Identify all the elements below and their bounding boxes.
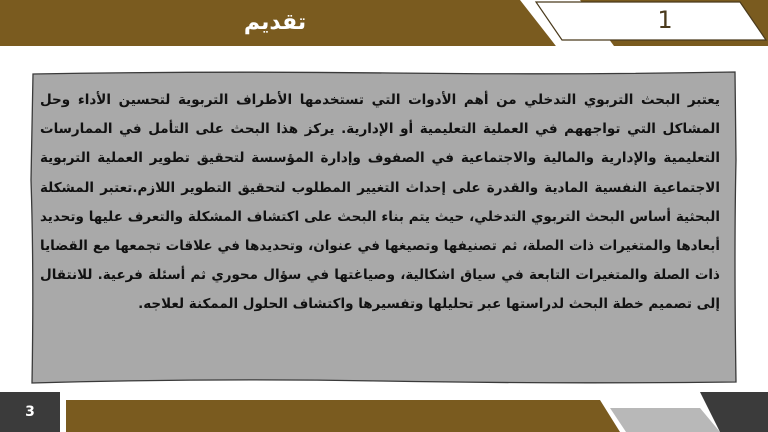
footer-band [0, 392, 768, 432]
footer-brown-band [66, 400, 620, 432]
footer-light-band [610, 408, 720, 432]
page-number: 3 [25, 404, 35, 420]
content-paragraph: يعتبر البحث التربوي التدخلي من أهم الأدوات التي تستخدمها الأطراف التربوية لتحسين الأداء وحل المشاكل التي تواجههم في العملية التعليمية أو الإدارية. يركز هذا البحث على التأمل في الممارسات التعليمية والإدارية والمالية والاجتماعية في الصفوف وإدارة المؤسسة لتحقيق تطوير العملية التربوية الاجتماعية النفسية المادية والقدرة على إحداث التغيير المطلوب لتحقيق التطوير اللازم.تعتبر المشكلة البحثية أساس البحث التربوي التدخلي، حيث يتم بناء البحث على اكتشاف المشكلة والتعرف عليها وتحديد أبعادها والمتغيرات ذات الصلة، ثم تصنيفها وتصيغها في عنوان، وتحديدها في علاقات تجمعها مع القضايا ذات الصلة والمتغيرات التابعة في سياق اشكالية، وصياغتها في سؤال محوري ثم أسئلة فرعية. للانتقال إلى تصميم خطة البحث لدراستها عبر تحليلها وتفسيرها واكتشاف الحلول الممكنة لعلاجه. [40, 92, 720, 313]
footer-separator [60, 392, 66, 432]
slide-number: 1 [657, 6, 673, 34]
slide-title: تقديم [243, 10, 307, 35]
